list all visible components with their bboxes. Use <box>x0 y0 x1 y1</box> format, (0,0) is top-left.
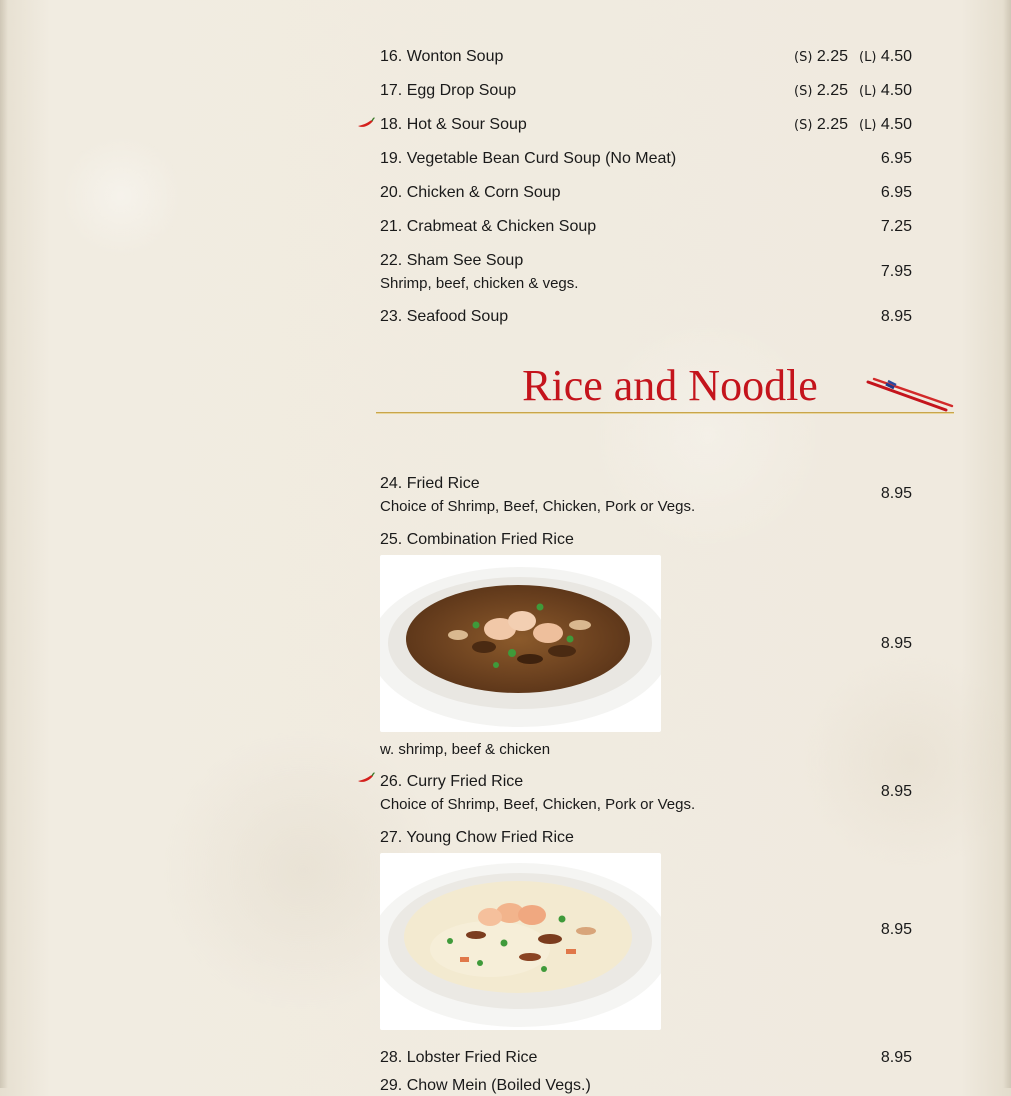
menu-item-18 <box>380 115 912 135</box>
price-large: 4.50 <box>880 82 912 99</box>
young-chow-fried-rice-photo <box>380 853 661 1030</box>
menu-item-26 <box>380 772 912 815</box>
item-price-sizes <box>772 81 912 101</box>
price-large: 4.50 <box>880 48 912 65</box>
item-title: 28. Lobster Fried Rice <box>380 1049 538 1066</box>
item-price: 7.95 <box>880 263 912 280</box>
menu-item-29 <box>380 1076 912 1096</box>
size-small-label: (S) <box>794 50 813 65</box>
size-small-label: (S) <box>794 84 813 99</box>
menu-item-27 <box>380 828 912 1030</box>
chili-pepper-icon <box>357 772 375 784</box>
size-small-label: (S) <box>794 118 813 133</box>
item-price: 8.95 <box>880 308 912 325</box>
size-large-label: (L) <box>859 50 877 65</box>
menu-item-17 <box>380 81 912 101</box>
item-title: 25. Combination Fried Rice <box>380 531 574 548</box>
chili-pepper-icon <box>357 117 375 129</box>
menu-item-24 <box>380 474 912 517</box>
item-title: 24. Fried Rice <box>380 475 480 492</box>
item-title: 23. Seafood Soup <box>380 308 509 325</box>
item-price: 6.95 <box>880 184 912 201</box>
price-large: 4.50 <box>880 116 912 133</box>
item-price-sizes <box>772 115 912 135</box>
item-price: 8.95 <box>880 921 912 938</box>
menu-item-23 <box>380 307 912 327</box>
item-title: 17. Egg Drop Soup <box>380 82 517 99</box>
item-note: w. shrimp, beef & chicken <box>380 741 551 758</box>
item-description: Choice of Shrimp, Beef, Chicken, Pork or Vegs. <box>380 796 696 813</box>
combination-fried-rice-photo <box>380 555 661 732</box>
chopsticks-icon <box>866 376 956 416</box>
item-title: 29. Chow Mein (Boiled Vegs.) <box>380 1077 591 1094</box>
item-description: Shrimp, beef, chicken & vegs. <box>380 275 579 292</box>
item-title: 18. Hot & Sour Soup <box>380 116 527 133</box>
size-large-label: (L) <box>859 118 877 133</box>
menu-item-28 <box>380 1048 912 1068</box>
item-price: 8.95 <box>880 485 912 502</box>
item-price: 7.25 <box>880 218 912 235</box>
item-price: 8.95 <box>880 1049 912 1066</box>
item-title: 21. Crabmeat & Chicken Soup <box>380 218 597 235</box>
menu-item-22 <box>380 251 912 294</box>
price-small: 2.25 <box>816 82 848 99</box>
menu-item-16 <box>380 47 912 67</box>
item-title: 27. Young Chow Fried Rice <box>380 829 574 846</box>
size-large-label: (L) <box>859 84 877 99</box>
item-title: 26. Curry Fried Rice <box>380 773 524 790</box>
item-price: 8.95 <box>880 635 912 652</box>
menu-item-20 <box>380 183 912 203</box>
item-title: 19. Vegetable Bean Curd Soup (No Meat) <box>380 150 677 167</box>
menu-item-25 <box>380 530 912 760</box>
menu-item-21 <box>380 217 912 237</box>
page-edge-left <box>0 0 8 1088</box>
section-heading-rice-and-noodle <box>376 362 954 418</box>
item-description: Choice of Shrimp, Beef, Chicken, Pork or Vegs. <box>380 498 696 515</box>
price-small: 2.25 <box>816 116 848 133</box>
price-small: 2.25 <box>816 48 848 65</box>
item-title: 22. Sham See Soup <box>380 252 524 269</box>
section-title: Rice and Noodle <box>522 361 818 410</box>
item-title: 16. Wonton Soup <box>380 48 504 65</box>
page-edge-right <box>1003 0 1011 1088</box>
item-price: 8.95 <box>880 783 912 800</box>
item-price: 6.95 <box>880 150 912 167</box>
item-price-sizes <box>772 47 912 67</box>
item-title: 20. Chicken & Corn Soup <box>380 184 561 201</box>
menu-item-19 <box>380 149 912 169</box>
